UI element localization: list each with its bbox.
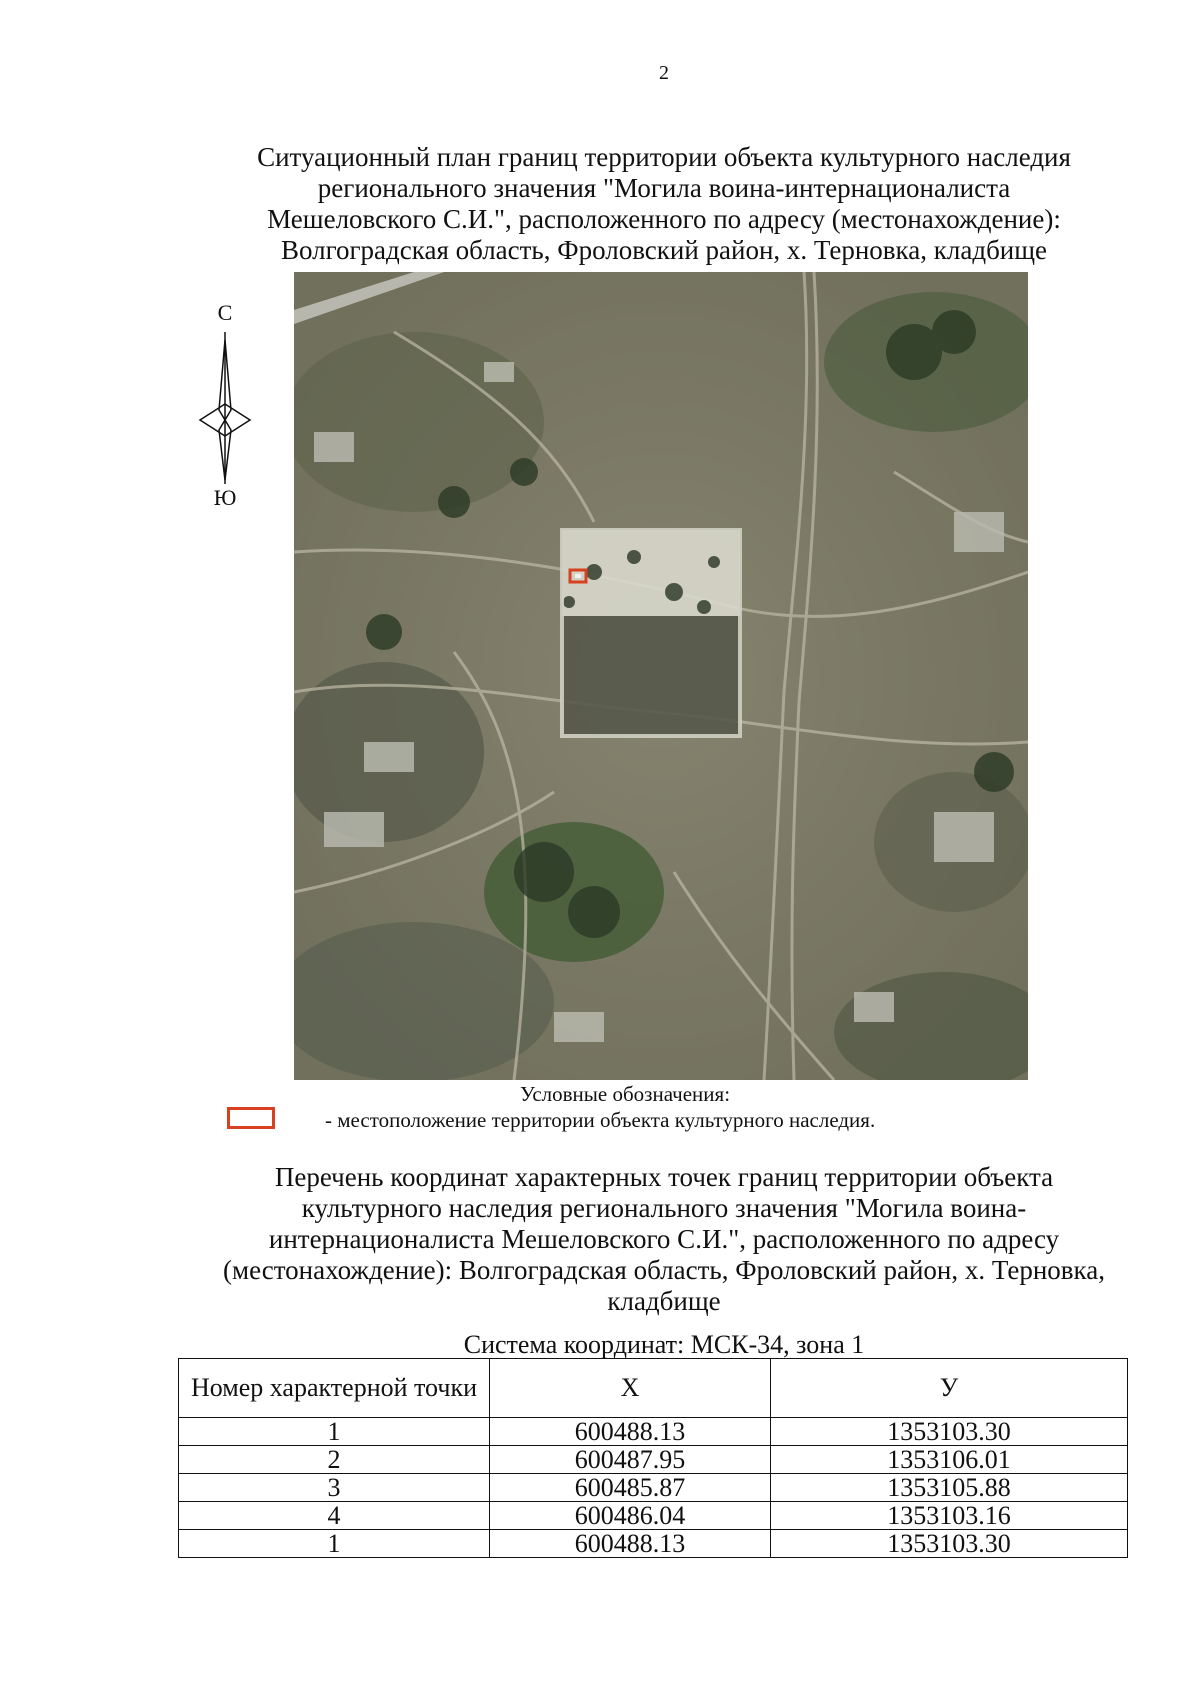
page-number: 2 <box>659 62 669 84</box>
coordinates-table <box>178 1358 1128 1558</box>
y-coordinate: 1353103.16 <box>771 1502 1128 1530</box>
y-coordinate: 1353105.88 <box>771 1474 1128 1502</box>
title-line: Мешеловского С.И.", расположенного по адресу (местонахождение): <box>267 204 1061 234</box>
y-coordinate: 1353103.30 <box>771 1530 1128 1558</box>
column-header-point-number: Номер характерной точки <box>179 1359 490 1418</box>
point-number: 4 <box>179 1502 490 1530</box>
column-header-y: У <box>771 1359 1128 1418</box>
title-line: регионального значения "Могила воина-интернационалиста <box>317 173 1011 203</box>
title-line: Перечень координат характерных точек границ территории объекта <box>274 1162 1054 1192</box>
y-coordinate: 1353106.01 <box>771 1446 1128 1474</box>
x-coordinate: 600488.13 <box>490 1530 771 1558</box>
title-line: культурного наследия регионального значения "Могила воина- <box>301 1193 1027 1223</box>
column-header-x: Х <box>490 1359 771 1418</box>
table-row <box>179 1474 1128 1502</box>
legend-item-text: - местоположение территории объекта культурного наследия. <box>325 1108 876 1132</box>
situation-plan-title <box>200 142 1128 266</box>
title-line: Волгоградская область, Фроловский район, х. Терновка, кладбище <box>280 235 1048 265</box>
table-row <box>179 1530 1128 1558</box>
satellite-map <box>294 272 1028 1080</box>
point-number: 3 <box>179 1474 490 1502</box>
table-row <box>179 1418 1128 1446</box>
x-coordinate: 600488.13 <box>490 1418 771 1446</box>
point-number: 2 <box>179 1446 490 1474</box>
table-header-row <box>179 1359 1128 1418</box>
y-coordinate: 1353103.30 <box>771 1418 1128 1446</box>
point-number: 1 <box>179 1418 490 1446</box>
coordinate-system-label: Система координат: МСК-34, зона 1 <box>463 1330 865 1359</box>
title-line: Ситуационный план границ территории объекта культурного наследия <box>257 142 1071 172</box>
point-number: 1 <box>179 1530 490 1558</box>
title-line: интернационалиста Мешеловского С.И.", расположенного по адресу <box>268 1224 1060 1254</box>
compass-south-label: Ю <box>213 485 237 510</box>
title-line: кладбище <box>607 1286 721 1316</box>
legend-title: Условные обозначения: <box>520 1082 731 1106</box>
x-coordinate: 600487.95 <box>490 1446 771 1474</box>
legend-marker-swatch <box>227 1107 275 1129</box>
compass-north-label: С <box>217 300 233 325</box>
coordinates-list-title <box>200 1162 1128 1317</box>
x-coordinate: 600486.04 <box>490 1502 771 1530</box>
table-row <box>179 1446 1128 1474</box>
compass <box>195 300 255 520</box>
table-row <box>179 1502 1128 1530</box>
x-coordinate: 600485.87 <box>490 1474 771 1502</box>
title-line: (местонахождение): Волгоградская область, Фроловский район, х. Терновка, <box>223 1255 1105 1285</box>
